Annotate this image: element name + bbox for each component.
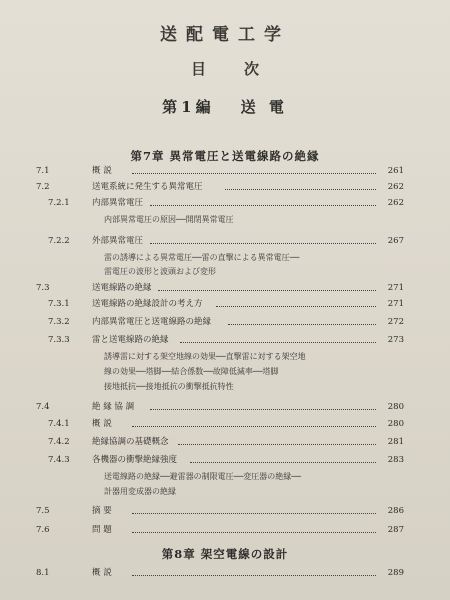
toc-entry xyxy=(0,453,450,467)
leader-dots xyxy=(228,315,376,325)
entry-number: 7.2.2 xyxy=(48,236,70,246)
toc-entry xyxy=(0,566,450,580)
toc-entry xyxy=(0,523,450,537)
entry-subtopics: 内部異常電圧の原因──開閉異常電圧 xyxy=(104,215,234,224)
entry-number: 7.3.3 xyxy=(48,335,70,345)
entry-number: 7.1 xyxy=(36,166,50,176)
entry-page: 271 xyxy=(387,283,404,293)
toc-entry xyxy=(0,281,450,295)
chapter-title: 異常電圧と送電線路の絶縁 xyxy=(169,149,320,163)
entry-label: 各機器の衝撃絶縁強度 xyxy=(92,455,178,465)
leader-dots xyxy=(150,400,376,410)
entry-subtopics: 線の効果──塔脚──結合係数──故障低減率──塔脚 xyxy=(104,367,279,376)
toc-entry xyxy=(0,417,450,431)
book-title: 送配電工学 xyxy=(160,25,290,45)
chapter-heading xyxy=(0,148,450,164)
leader-dots xyxy=(132,504,376,514)
toc-entry xyxy=(0,297,450,311)
chapter-number: 第8章 xyxy=(161,547,196,561)
entry-page: 286 xyxy=(387,506,404,516)
toc-entry xyxy=(0,400,450,414)
entry-label: 概 説 xyxy=(92,419,112,429)
entry-label: 雷と送電線路の絶縁 xyxy=(92,335,169,345)
entry-subtopics: 雷電圧の波形と波頭および変形 xyxy=(104,267,216,276)
leader-dots xyxy=(190,453,376,463)
entry-label: 送電系統に発生する異常電圧 xyxy=(92,182,203,192)
chapter-title: 架空電線の設計 xyxy=(200,547,289,561)
entry-page: 280 xyxy=(387,419,404,429)
toc-entry xyxy=(0,164,450,178)
leader-dots xyxy=(158,281,376,291)
entry-number: 7.5 xyxy=(36,506,50,516)
entry-subtopics: 雷の誘導による異常電圧──雷の直撃による異常電圧── xyxy=(104,253,300,262)
entry-label: 概 説 xyxy=(92,166,112,176)
entry-number: 7.6 xyxy=(36,525,50,535)
leader-dots xyxy=(216,297,376,307)
toc-entry xyxy=(0,504,450,518)
entry-number: 7.4.1 xyxy=(48,419,70,429)
leader-dots xyxy=(132,164,376,174)
entry-page: 262 xyxy=(387,198,404,208)
entry-subtopics: 誘導雷に対する架空地線の効果──直撃雷に対する架空地 xyxy=(104,352,306,361)
entry-page: 262 xyxy=(387,182,404,192)
entry-label: 摘 要 xyxy=(92,506,112,516)
entry-page: 280 xyxy=(387,402,404,412)
entry-number: 8.1 xyxy=(36,568,50,578)
leader-dots xyxy=(150,234,376,244)
entry-page: 289 xyxy=(387,568,404,578)
entry-label: 送電線路の絶縁 xyxy=(92,283,152,293)
entry-number: 7.3.2 xyxy=(48,317,70,327)
toc-entry xyxy=(0,435,450,449)
entry-page: 271 xyxy=(387,299,404,309)
entry-number: 7.2 xyxy=(36,182,50,192)
toc-entry xyxy=(0,333,450,347)
entry-label: 概 説 xyxy=(92,568,112,578)
entry-number: 7.3 xyxy=(36,283,50,293)
leader-dots xyxy=(178,435,376,445)
entry-subtopics: 送電線路の絶縁──避雷器の制限電圧──変圧器の絶縁── xyxy=(104,472,301,481)
entry-page: 272 xyxy=(387,317,404,327)
entry-label: 外部異常電圧 xyxy=(92,236,144,246)
entry-number: 7.4.2 xyxy=(48,437,70,447)
entry-label: 問 題 xyxy=(92,525,112,535)
entry-number: 7.2.1 xyxy=(48,198,70,208)
entry-label: 絶縁協調の基礎概念 xyxy=(92,437,169,447)
chapter-heading xyxy=(0,546,450,562)
entry-page: 261 xyxy=(387,166,404,176)
entry-label: 送電線路の絶縁設計の考え方 xyxy=(92,299,203,309)
entry-page: 287 xyxy=(387,525,404,535)
toc-entry xyxy=(0,315,450,329)
leader-dots xyxy=(132,566,376,576)
part-heading xyxy=(0,96,450,117)
entry-number: 7.3.1 xyxy=(48,299,70,309)
entry-subtopics: 接地抵抗──接地抵抗の衝撃抵抗特性 xyxy=(104,382,234,391)
toc-heading: 目次 xyxy=(190,60,297,78)
leader-dots xyxy=(180,333,376,343)
leader-dots xyxy=(225,180,376,190)
toc-entry xyxy=(0,234,450,248)
toc-entry xyxy=(0,196,450,210)
entry-page: 267 xyxy=(387,236,404,246)
entry-number: 7.4 xyxy=(36,402,50,412)
toc-entry xyxy=(0,180,450,194)
entry-subtopics: 計器用変成器の絶縁 xyxy=(104,487,176,496)
entry-label: 内部異常電圧と送電線路の絶縁 xyxy=(92,317,212,327)
entry-number: 7.4.3 xyxy=(48,455,70,465)
entry-label: 内部異常電圧 xyxy=(92,198,144,208)
chapter-number: 第7章 xyxy=(130,149,165,163)
entry-page: 273 xyxy=(387,335,404,345)
leader-dots xyxy=(150,196,376,206)
leader-dots xyxy=(132,417,376,427)
entry-page: 283 xyxy=(387,455,404,465)
entry-label: 絶 縁 協 調 xyxy=(92,402,135,412)
entry-page: 281 xyxy=(387,437,404,447)
leader-dots xyxy=(132,523,376,533)
part-name: 送 電 xyxy=(240,98,288,116)
part-label: 第1編 xyxy=(162,98,215,116)
